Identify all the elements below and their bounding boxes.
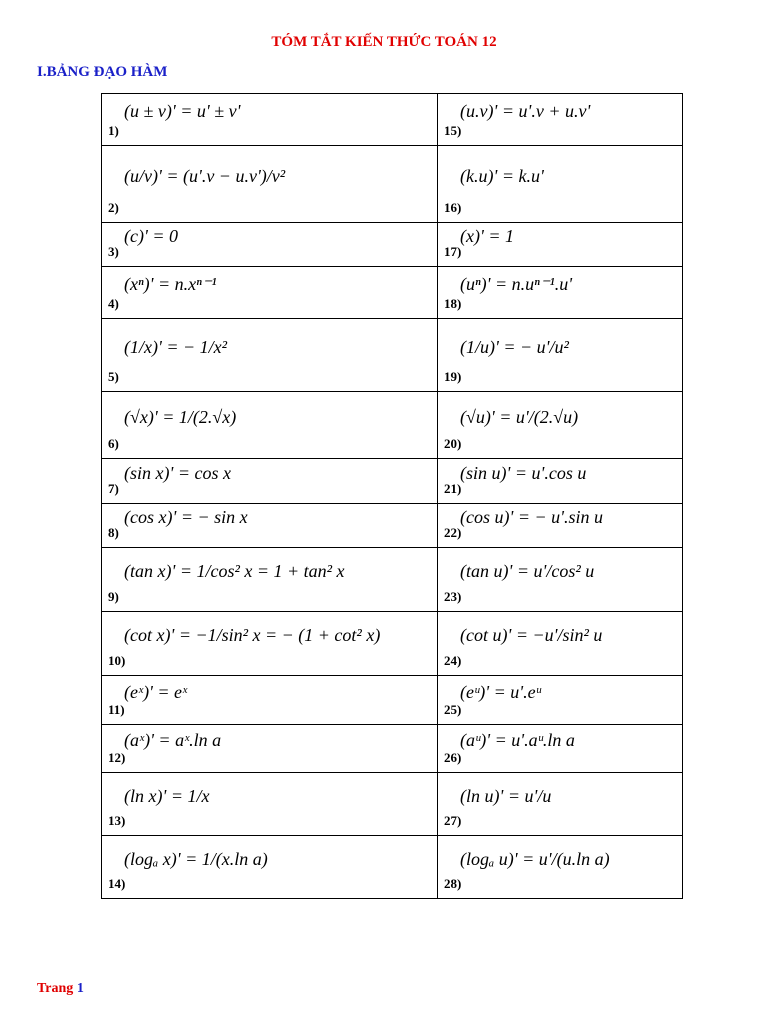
table-row xyxy=(102,319,683,392)
derivative-formula: (u/v)' = (u'.v − u.v')/v² xyxy=(124,166,286,186)
formula-cell-left xyxy=(102,146,438,223)
formula-cell-right xyxy=(438,223,683,267)
formula-number: 26) xyxy=(444,750,462,765)
derivative-formula: (aˣ)' = aˣ.ln a xyxy=(124,730,222,750)
formula-number: 22) xyxy=(444,525,462,540)
formula-cell-right xyxy=(438,836,683,899)
formula-cell-left xyxy=(102,223,438,267)
document-title: TÓM TẮT KIẾN THỨC TOÁN 12 xyxy=(271,34,497,50)
table-row xyxy=(102,146,683,223)
page-label: Trang xyxy=(37,981,74,996)
derivative-formula: (tan x)' = 1/cos² x = 1 + tan² x xyxy=(124,561,345,581)
formula-number: 19) xyxy=(444,369,462,384)
derivative-formula: (√u)' = u'/(2.√u) xyxy=(460,407,579,427)
formula-number: 13) xyxy=(108,813,126,828)
table-row xyxy=(102,725,683,773)
formula-cell-left xyxy=(102,504,438,548)
derivative-table xyxy=(101,93,683,899)
derivative-formula: (sin u)' = u'.cos u xyxy=(460,463,587,483)
formula-number: 9) xyxy=(108,589,119,604)
formula-cell-right xyxy=(438,504,683,548)
formula-cell-right xyxy=(438,773,683,836)
formula-cell-left xyxy=(102,267,438,319)
formula-number: 27) xyxy=(444,813,462,828)
section-heading: I.BẢNG ĐẠO HÀM xyxy=(37,64,168,80)
derivative-formula: (x)' = 1 xyxy=(460,226,514,246)
table-row xyxy=(102,504,683,548)
page-footer xyxy=(37,981,84,997)
derivative-formula: (xⁿ)' = n.xⁿ⁻¹ xyxy=(124,274,217,294)
formula-number: 7) xyxy=(108,481,119,496)
table-row xyxy=(102,676,683,725)
formula-cell-left xyxy=(102,725,438,773)
table-row xyxy=(102,773,683,836)
table-row xyxy=(102,94,683,146)
formula-cell-left xyxy=(102,836,438,899)
formula-cell-right xyxy=(438,676,683,725)
derivative-formula: (ln x)' = 1/x xyxy=(124,786,210,806)
formula-cell-right xyxy=(438,725,683,773)
derivative-formula: (aᵘ)' = u'.aᵘ.ln a xyxy=(460,730,575,750)
formula-number: 3) xyxy=(108,244,119,259)
formula-number: 14) xyxy=(108,876,126,891)
derivative-formula: (u.v)' = u'.v + u.v' xyxy=(460,101,591,121)
formula-number: 1) xyxy=(108,123,119,138)
formula-cell-left xyxy=(102,392,438,459)
formula-cell-left xyxy=(102,459,438,504)
derivative-formula: (tan u)' = u'/cos² u xyxy=(460,561,595,581)
derivative-formula: (cot x)' = −1/sin² x = − (1 + cot² x) xyxy=(124,625,381,645)
derivative-formula: (eˣ)' = eˣ xyxy=(124,682,188,702)
derivative-formula: (uⁿ)' = n.uⁿ⁻¹.u' xyxy=(460,274,573,294)
table-row xyxy=(102,223,683,267)
formula-number: 5) xyxy=(108,369,119,384)
table-row xyxy=(102,836,683,899)
formula-cell-left xyxy=(102,548,438,612)
derivative-formula: (eᵘ)' = u'.eᵘ xyxy=(460,682,541,702)
formula-cell-left xyxy=(102,612,438,676)
formula-cell-left xyxy=(102,773,438,836)
formula-cell-right xyxy=(438,146,683,223)
derivative-formula: (k.u)' = k.u' xyxy=(460,166,544,186)
formula-number: 28) xyxy=(444,876,462,891)
table-row xyxy=(102,392,683,459)
formula-number: 20) xyxy=(444,436,462,451)
formula-cell-right xyxy=(438,267,683,319)
formula-number: 12) xyxy=(108,750,126,765)
table-row xyxy=(102,612,683,676)
formula-number: 24) xyxy=(444,653,462,668)
formula-number: 23) xyxy=(444,589,462,604)
formula-cell-right xyxy=(438,459,683,504)
derivative-formula: (cot u)' = −u'/sin² u xyxy=(460,625,603,645)
formula-number: 15) xyxy=(444,123,462,138)
derivative-formula: (c)' = 0 xyxy=(124,226,178,246)
table-row xyxy=(102,267,683,319)
formula-number: 17) xyxy=(444,244,462,259)
derivative-formula: (u ± v)' = u' ± v' xyxy=(124,101,241,121)
formula-cell-left xyxy=(102,319,438,392)
formula-cell-right xyxy=(438,548,683,612)
formula-number: 10) xyxy=(108,653,126,668)
formula-cell-left xyxy=(102,676,438,725)
formula-number: 18) xyxy=(444,296,462,311)
derivative-formula: (1/u)' = − u'/u² xyxy=(460,337,569,357)
formula-number: 25) xyxy=(444,702,462,717)
formula-number: 2) xyxy=(108,200,119,215)
derivative-formula: (cos x)' = − sin x xyxy=(124,507,248,527)
formula-cell-left xyxy=(102,94,438,146)
derivative-formula: (√x)' = 1/(2.√x) xyxy=(124,407,237,427)
formula-cell-right xyxy=(438,319,683,392)
derivative-formula: (cos u)' = − u'.sin u xyxy=(460,507,603,527)
formula-number: 16) xyxy=(444,200,462,215)
formula-cell-right xyxy=(438,94,683,146)
formula-number: 21) xyxy=(444,481,462,496)
formula-cell-right xyxy=(438,612,683,676)
formula-cell-right xyxy=(438,392,683,459)
table-row xyxy=(102,459,683,504)
formula-number: 8) xyxy=(108,525,119,540)
formula-number: 4) xyxy=(108,296,119,311)
derivative-formula: (sin x)' = cos x xyxy=(124,463,231,483)
derivative-formula: (1/x)' = − 1/x² xyxy=(124,337,228,357)
derivative-formula: (ln u)' = u'/u xyxy=(460,786,552,806)
table-row xyxy=(102,548,683,612)
page-number: 1 xyxy=(76,981,84,996)
formula-number: 6) xyxy=(108,436,119,451)
derivative-formula: (logₐ x)' = 1/(x.ln a) xyxy=(124,849,268,869)
formula-number: 11) xyxy=(108,702,125,717)
derivative-formula: (logₐ u)' = u'/(u.ln a) xyxy=(460,849,610,869)
